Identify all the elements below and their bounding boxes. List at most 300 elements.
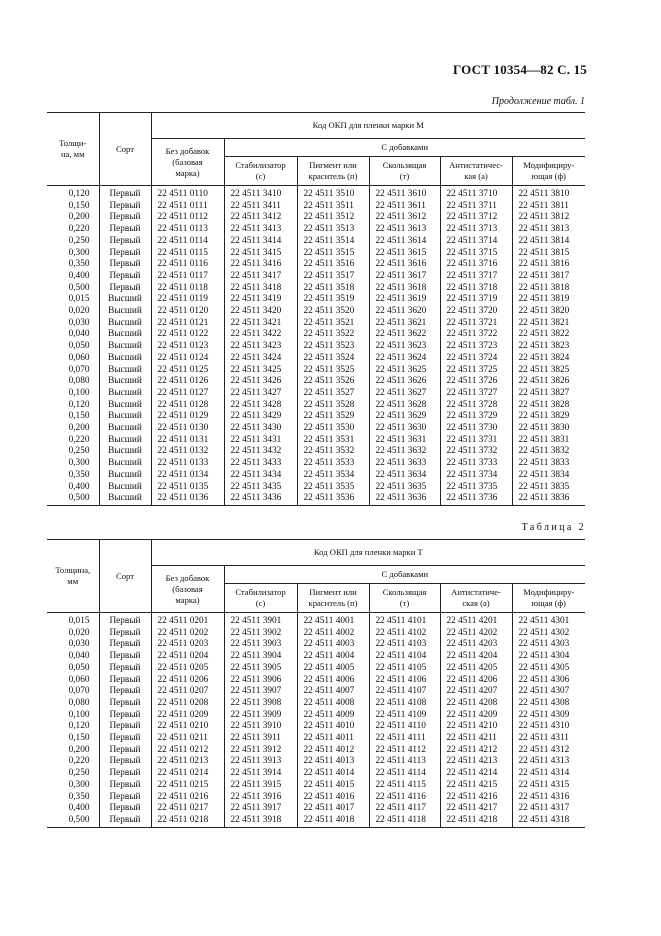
col-stabilizer-header: Стабилизатор (с) [224, 584, 297, 613]
cell-code-slip: 22 4511 3622 [369, 329, 440, 341]
cell-code-pigment: 22 4511 3536 [297, 493, 369, 505]
cell-code-stabilizer: 22 4511 3904 [224, 651, 297, 663]
cell-code-modifying: 22 4511 4302 [512, 628, 585, 640]
cell-code-base: 22 4511 0202 [151, 628, 224, 640]
col-modifying-header: Модифициру- ющая (ф) [512, 157, 585, 186]
cell-code-stabilizer: 22 4511 3436 [224, 493, 297, 505]
cell-grade: Первый [99, 675, 151, 687]
cell-code-stabilizer: 22 4511 3421 [224, 318, 297, 330]
cell-code-base: 22 4511 0212 [151, 745, 224, 757]
table-row [47, 212, 585, 224]
cell-code-stabilizer: 22 4511 3419 [224, 294, 297, 306]
cell-grade: Первый [99, 721, 151, 733]
col-pigment-header: Пигмент или краситель (п) [297, 157, 369, 186]
cell-code-slip: 22 4511 4111 [369, 733, 440, 745]
cell-code-slip: 22 4511 3635 [369, 482, 440, 494]
table-row [47, 186, 585, 201]
table-row [47, 271, 585, 283]
cell-code-slip: 22 4511 4112 [369, 745, 440, 757]
cell-code-modifying: 22 4511 3812 [512, 212, 585, 224]
cell-code-base: 22 4511 0127 [151, 388, 224, 400]
cell-grade: Первый [99, 271, 151, 283]
cell-code-antistatic: 22 4511 4207 [440, 686, 512, 698]
cell-code-slip: 22 4511 4107 [369, 686, 440, 698]
col-grade-header: Сорт [99, 113, 151, 186]
cell-code-base: 22 4511 0215 [151, 780, 224, 792]
cell-code-antistatic: 22 4511 3734 [440, 470, 512, 482]
okp-code-table-t [47, 539, 585, 828]
cell-code-slip: 22 4511 3629 [369, 411, 440, 423]
okp-code-group-header: Код ОКП для пленки марки М [151, 113, 585, 139]
cell-code-stabilizer: 22 4511 3918 [224, 815, 297, 827]
cell-code-stabilizer: 22 4511 3910 [224, 721, 297, 733]
col-antistatic-header: Антистатичес- кая (а) [440, 157, 512, 186]
table-row [47, 224, 585, 236]
cell-code-stabilizer: 22 4511 3907 [224, 686, 297, 698]
table-row [47, 745, 585, 757]
cell-code-base: 22 4511 0119 [151, 294, 224, 306]
cell-code-pigment: 22 4511 3514 [297, 236, 369, 248]
cell-code-modifying: 22 4511 3823 [512, 341, 585, 353]
cell-code-antistatic: 22 4511 3715 [440, 248, 512, 260]
cell-code-pigment: 22 4511 3510 [297, 186, 369, 201]
cell-thickness: 0,220 [68, 224, 90, 235]
table-row [47, 341, 585, 353]
cell-thickness: 0,015 [68, 294, 90, 305]
cell-code-slip: 22 4511 4101 [369, 613, 440, 628]
cell-code-slip: 22 4511 3616 [369, 259, 440, 271]
cell-code-antistatic: 22 4511 4201 [440, 613, 512, 628]
cell-code-stabilizer: 22 4511 3427 [224, 388, 297, 400]
cell-code-slip: 22 4511 4105 [369, 663, 440, 675]
cell-code-stabilizer: 22 4511 3433 [224, 458, 297, 470]
cell-thickness: 0,200 [68, 212, 90, 223]
cell-code-modifying: 22 4511 4301 [512, 613, 585, 628]
cell-code-pigment: 22 4511 3530 [297, 423, 369, 435]
cell-thickness: 0,500 [47, 815, 99, 827]
cell-code-slip: 22 4511 3619 [369, 294, 440, 306]
cell-code-base: 22 4511 0135 [151, 482, 224, 494]
cell-code-antistatic: 22 4511 3710 [440, 186, 512, 201]
cell-thickness: 0,020 [68, 306, 90, 317]
cell-grade: Первый [99, 224, 151, 236]
cell-code-modifying: 22 4511 3814 [512, 236, 585, 248]
cell-code-stabilizer: 22 4511 3420 [224, 306, 297, 318]
cell-code-modifying: 22 4511 3827 [512, 388, 585, 400]
table-row [47, 318, 585, 330]
cell-code-modifying: 22 4511 4316 [512, 792, 585, 804]
cell-code-base: 22 4511 0126 [151, 376, 224, 388]
okp-code-group-header: Код ОКП для пленки марки Т [151, 540, 585, 566]
cell-code-slip: 22 4511 3618 [369, 283, 440, 295]
table-row [47, 780, 585, 792]
cell-code-pigment: 22 4511 4017 [297, 803, 369, 815]
cell-thickness: 0,120 [68, 189, 90, 199]
page-header: ГОСТ 10354—82 С. 15 [453, 62, 587, 77]
cell-code-stabilizer: 22 4511 3914 [224, 768, 297, 780]
cell-code-base: 22 4511 0203 [151, 639, 224, 651]
cell-thickness: 0,050 [68, 662, 90, 673]
cell-code-antistatic: 22 4511 4213 [440, 756, 512, 768]
cell-code-base: 22 4511 0131 [151, 435, 224, 447]
cell-code-modifying: 22 4511 4305 [512, 663, 585, 675]
cell-grade: Первый [99, 639, 151, 651]
cell-code-stabilizer: 22 4511 3423 [224, 341, 297, 353]
cell-code-base: 22 4511 0117 [151, 271, 224, 283]
cell-code-slip: 22 4511 4104 [369, 651, 440, 663]
cell-code-pigment: 22 4511 3525 [297, 365, 369, 377]
cell-grade: Высший [99, 411, 151, 423]
cell-code-pigment: 22 4511 4003 [297, 639, 369, 651]
cell-grade: Высший [99, 353, 151, 365]
col-grade-header: Сорт [99, 540, 151, 613]
cell-code-antistatic: 22 4511 3725 [440, 365, 512, 377]
cell-code-base: 22 4511 0123 [151, 341, 224, 353]
cell-grade: Высший [99, 294, 151, 306]
cell-code-stabilizer: 22 4511 3412 [224, 212, 297, 224]
cell-code-modifying: 22 4511 4307 [512, 686, 585, 698]
cell-grade: Высший [99, 446, 151, 458]
cell-code-slip: 22 4511 3611 [369, 201, 440, 213]
cell-code-base: 22 4511 0115 [151, 248, 224, 260]
cell-grade: Первый [99, 663, 151, 675]
cell-code-pigment: 22 4511 4014 [297, 768, 369, 780]
cell-grade: Высший [99, 329, 151, 341]
cell-code-base: 22 4511 0125 [151, 365, 224, 377]
cell-code-stabilizer: 22 4511 3418 [224, 283, 297, 295]
additives-group-header: С добавками [224, 566, 585, 584]
col-modifying-header: Модифициру- ющая (ф) [512, 584, 585, 613]
cell-code-slip: 22 4511 3621 [369, 318, 440, 330]
cell-code-antistatic: 22 4511 3719 [440, 294, 512, 306]
cell-code-modifying: 22 4511 4309 [512, 710, 585, 722]
cell-code-modifying: 22 4511 3819 [512, 294, 585, 306]
cell-code-antistatic: 22 4511 3714 [440, 236, 512, 248]
cell-code-pigment: 22 4511 4012 [297, 745, 369, 757]
table-continuation-note: Продолжение табл. 1 [491, 96, 585, 107]
cell-code-antistatic: 22 4511 3731 [440, 435, 512, 447]
cell-code-pigment: 22 4511 3520 [297, 306, 369, 318]
cell-code-pigment: 22 4511 3521 [297, 318, 369, 330]
cell-code-base: 22 4511 0122 [151, 329, 224, 341]
cell-code-antistatic: 22 4511 3726 [440, 376, 512, 388]
cell-code-antistatic: 22 4511 4211 [440, 733, 512, 745]
cell-code-pigment: 22 4511 4005 [297, 663, 369, 675]
cell-code-stabilizer: 22 4511 3434 [224, 470, 297, 482]
cell-code-modifying: 22 4511 3830 [512, 423, 585, 435]
additives-group-header: С добавками [224, 139, 585, 157]
cell-code-antistatic: 22 4511 3730 [440, 423, 512, 435]
cell-code-pigment: 22 4511 3532 [297, 446, 369, 458]
table-row [47, 768, 585, 780]
cell-thickness: 0,250 [68, 768, 90, 779]
cell-thickness: 0,250 [68, 235, 90, 246]
cell-grade: Первый [99, 248, 151, 260]
cell-code-modifying: 22 4511 3826 [512, 376, 585, 388]
cell-code-pigment: 22 4511 3528 [297, 400, 369, 412]
cell-code-stabilizer: 22 4511 3422 [224, 329, 297, 341]
cell-code-base: 22 4511 0210 [151, 721, 224, 733]
cell-code-pigment: 22 4511 3519 [297, 294, 369, 306]
cell-code-stabilizer: 22 4511 3414 [224, 236, 297, 248]
table-row [47, 710, 585, 722]
cell-thickness: 0,060 [68, 352, 90, 363]
col-pigment-header: Пигмент или краситель (п) [297, 584, 369, 613]
table-row [47, 628, 585, 640]
cell-thickness: 0,500 [68, 282, 90, 293]
col-slip-header: Скользящая (т) [369, 584, 440, 613]
cell-code-pigment: 22 4511 3526 [297, 376, 369, 388]
cell-grade: Первый [99, 186, 151, 201]
cell-code-stabilizer: 22 4511 3917 [224, 803, 297, 815]
cell-code-pigment: 22 4511 3523 [297, 341, 369, 353]
cell-code-base: 22 4511 0132 [151, 446, 224, 458]
table-row [47, 306, 585, 318]
cell-code-stabilizer: 22 4511 3908 [224, 698, 297, 710]
cell-grade: Первый [99, 710, 151, 722]
cell-code-modifying: 22 4511 3828 [512, 400, 585, 412]
cell-code-slip: 22 4511 3632 [369, 446, 440, 458]
table-row [47, 686, 585, 698]
table-row [47, 815, 585, 827]
cell-code-antistatic: 22 4511 3733 [440, 458, 512, 470]
cell-code-stabilizer: 22 4511 3901 [224, 613, 297, 628]
cell-code-antistatic: 22 4511 4212 [440, 745, 512, 757]
cell-code-slip: 22 4511 3627 [369, 388, 440, 400]
cell-thickness: 0,220 [68, 434, 90, 445]
cell-code-stabilizer: 22 4511 3909 [224, 710, 297, 722]
cell-code-base: 22 4511 0129 [151, 411, 224, 423]
cell-grade: Высший [99, 400, 151, 412]
table-row [47, 376, 585, 388]
cell-code-modifying: 22 4511 3813 [512, 224, 585, 236]
cell-code-slip: 22 4511 3634 [369, 470, 440, 482]
cell-code-antistatic: 22 4511 4214 [440, 768, 512, 780]
cell-code-antistatic: 22 4511 3718 [440, 283, 512, 295]
cell-code-antistatic: 22 4511 4202 [440, 628, 512, 640]
cell-code-antistatic: 22 4511 4215 [440, 780, 512, 792]
cell-grade: Первый [99, 745, 151, 757]
cell-grade: Первый [99, 236, 151, 248]
cell-code-modifying: 22 4511 3818 [512, 283, 585, 295]
cell-code-modifying: 22 4511 3815 [512, 248, 585, 260]
cell-code-stabilizer: 22 4511 3431 [224, 435, 297, 447]
cell-thickness: 0,020 [68, 627, 90, 638]
cell-grade: Высший [99, 423, 151, 435]
table-row [47, 353, 585, 365]
cell-code-base: 22 4511 0120 [151, 306, 224, 318]
cell-code-modifying: 22 4511 4303 [512, 639, 585, 651]
cell-code-modifying: 22 4511 3816 [512, 259, 585, 271]
cell-code-base: 22 4511 0134 [151, 470, 224, 482]
cell-grade: Высший [99, 458, 151, 470]
cell-code-modifying: 22 4511 3822 [512, 329, 585, 341]
cell-code-slip: 22 4511 4109 [369, 710, 440, 722]
cell-thickness: 0,400 [68, 803, 90, 814]
cell-code-stabilizer: 22 4511 3916 [224, 792, 297, 804]
cell-code-base: 22 4511 0118 [151, 283, 224, 295]
cell-code-modifying: 22 4511 3821 [512, 318, 585, 330]
cell-thickness: 0,060 [68, 674, 90, 685]
cell-thickness: 0,220 [68, 756, 90, 767]
cell-code-modifying: 22 4511 4315 [512, 780, 585, 792]
cell-grade: Первый [99, 733, 151, 745]
table-row [47, 283, 585, 295]
table-row [47, 411, 585, 423]
cell-code-stabilizer: 22 4511 3425 [224, 365, 297, 377]
cell-code-slip: 22 4511 4106 [369, 675, 440, 687]
cell-code-slip: 22 4511 3630 [369, 423, 440, 435]
table-row [47, 613, 585, 628]
cell-code-slip: 22 4511 4115 [369, 780, 440, 792]
cell-code-modifying: 22 4511 3832 [512, 446, 585, 458]
cell-code-base: 22 4511 0205 [151, 663, 224, 675]
cell-thickness: 0,070 [68, 686, 90, 697]
table-row [47, 435, 585, 447]
cell-grade: Первый [99, 768, 151, 780]
cell-thickness: 0,150 [68, 411, 90, 422]
cell-code-antistatic: 22 4511 3724 [440, 353, 512, 365]
cell-code-modifying: 22 4511 4306 [512, 675, 585, 687]
cell-thickness: 0,040 [68, 651, 90, 662]
table-row [47, 493, 585, 505]
cell-code-pigment: 22 4511 3524 [297, 353, 369, 365]
cell-code-base: 22 4511 0209 [151, 710, 224, 722]
cell-code-base: 22 4511 0121 [151, 318, 224, 330]
cell-code-pigment: 22 4511 4007 [297, 686, 369, 698]
cell-grade: Первый [99, 259, 151, 271]
cell-code-base: 22 4511 0218 [151, 815, 224, 827]
okp-code-table-m [47, 112, 585, 506]
cell-code-modifying: 22 4511 4304 [512, 651, 585, 663]
cell-code-pigment: 22 4511 4015 [297, 780, 369, 792]
cell-code-base: 22 4511 0116 [151, 259, 224, 271]
cell-code-modifying: 22 4511 3831 [512, 435, 585, 447]
cell-code-stabilizer: 22 4511 3912 [224, 745, 297, 757]
cell-thickness: 0,015 [68, 616, 90, 626]
cell-code-stabilizer: 22 4511 3415 [224, 248, 297, 260]
cell-code-slip: 22 4511 3620 [369, 306, 440, 318]
cell-grade: Высший [99, 306, 151, 318]
cell-code-modifying: 22 4511 4308 [512, 698, 585, 710]
cell-code-stabilizer: 22 4511 3902 [224, 628, 297, 640]
cell-code-antistatic: 22 4511 3721 [440, 318, 512, 330]
cell-grade: Первый [99, 780, 151, 792]
cell-code-slip: 22 4511 3628 [369, 400, 440, 412]
table-row [47, 365, 585, 377]
cell-code-antistatic: 22 4511 4208 [440, 698, 512, 710]
col-base-header: Без добавок (базовая марка) [151, 566, 224, 613]
cell-grade: Высший [99, 388, 151, 400]
cell-thickness: 0,080 [68, 697, 90, 708]
cell-code-base: 22 4511 0110 [151, 186, 224, 201]
cell-code-slip: 22 4511 4110 [369, 721, 440, 733]
cell-code-slip: 22 4511 3614 [369, 236, 440, 248]
table-caption: Таблица 2 [521, 522, 586, 533]
cell-grade: Высший [99, 482, 151, 494]
cell-grade: Первый [99, 815, 151, 827]
cell-code-antistatic: 22 4511 4217 [440, 803, 512, 815]
cell-thickness: 0,120 [68, 399, 90, 410]
cell-thickness: 0,050 [68, 341, 90, 352]
cell-code-modifying: 22 4511 3836 [512, 493, 585, 505]
cell-grade: Высший [99, 493, 151, 505]
table-row [47, 470, 585, 482]
cell-grade: Первый [99, 212, 151, 224]
cell-code-base: 22 4511 0124 [151, 353, 224, 365]
cell-code-stabilizer: 22 4511 3410 [224, 186, 297, 201]
cell-code-slip: 22 4511 3626 [369, 376, 440, 388]
cell-code-slip: 22 4511 4103 [369, 639, 440, 651]
cell-thickness: 0,350 [68, 791, 90, 802]
cell-code-slip: 22 4511 4118 [369, 815, 440, 827]
col-antistatic-header: Антистатиче- ская (а) [440, 584, 512, 613]
cell-code-antistatic: 22 4511 4206 [440, 675, 512, 687]
cell-code-pigment: 22 4511 4004 [297, 651, 369, 663]
cell-code-pigment: 22 4511 3512 [297, 212, 369, 224]
cell-code-modifying: 22 4511 3825 [512, 365, 585, 377]
cell-thickness: 0,400 [68, 270, 90, 281]
cell-code-base: 22 4511 0216 [151, 792, 224, 804]
cell-thickness: 0,030 [68, 639, 90, 650]
cell-code-antistatic: 22 4511 4209 [440, 710, 512, 722]
table-row [47, 756, 585, 768]
table-row [47, 721, 585, 733]
cell-code-pigment: 22 4511 4013 [297, 756, 369, 768]
cell-code-antistatic: 22 4511 4205 [440, 663, 512, 675]
cell-thickness: 0,400 [68, 481, 90, 492]
cell-code-base: 22 4511 0136 [151, 493, 224, 505]
cell-code-modifying: 22 4511 3817 [512, 271, 585, 283]
cell-code-antistatic: 22 4511 3728 [440, 400, 512, 412]
cell-code-stabilizer: 22 4511 3903 [224, 639, 297, 651]
cell-grade: Высший [99, 435, 151, 447]
cell-code-antistatic: 22 4511 3723 [440, 341, 512, 353]
col-base-header: Без добавок (базовая марка) [151, 139, 224, 186]
cell-thickness: 0,080 [68, 376, 90, 387]
cell-code-antistatic: 22 4511 3732 [440, 446, 512, 458]
cell-code-antistatic: 22 4511 3729 [440, 411, 512, 423]
cell-thickness: 0,100 [68, 387, 90, 398]
cell-code-modifying: 22 4511 4314 [512, 768, 585, 780]
cell-thickness: 0,150 [68, 733, 90, 744]
cell-thickness: 0,300 [68, 247, 90, 258]
table-body [47, 186, 585, 506]
cell-code-pigment: 22 4511 3511 [297, 201, 369, 213]
table-row [47, 294, 585, 306]
table-row [47, 698, 585, 710]
cell-code-pigment: 22 4511 4001 [297, 613, 369, 628]
cell-code-pigment: 22 4511 4009 [297, 710, 369, 722]
cell-code-slip: 22 4511 3625 [369, 365, 440, 377]
cell-code-pigment: 22 4511 3513 [297, 224, 369, 236]
cell-thickness: 0,150 [68, 200, 90, 211]
cell-code-slip: 22 4511 3615 [369, 248, 440, 260]
cell-code-base: 22 4511 0204 [151, 651, 224, 663]
cell-code-base: 22 4511 0111 [151, 201, 224, 213]
cell-grade: Первый [99, 756, 151, 768]
cell-code-stabilizer: 22 4511 3413 [224, 224, 297, 236]
table-row [47, 639, 585, 651]
cell-code-base: 22 4511 0213 [151, 756, 224, 768]
cell-grade: Первый [99, 613, 151, 628]
table-row [47, 446, 585, 458]
cell-code-stabilizer: 22 4511 3432 [224, 446, 297, 458]
cell-grade: Первый [99, 698, 151, 710]
cell-code-base: 22 4511 0130 [151, 423, 224, 435]
cell-grade: Первый [99, 792, 151, 804]
cell-code-slip: 22 4511 4114 [369, 768, 440, 780]
